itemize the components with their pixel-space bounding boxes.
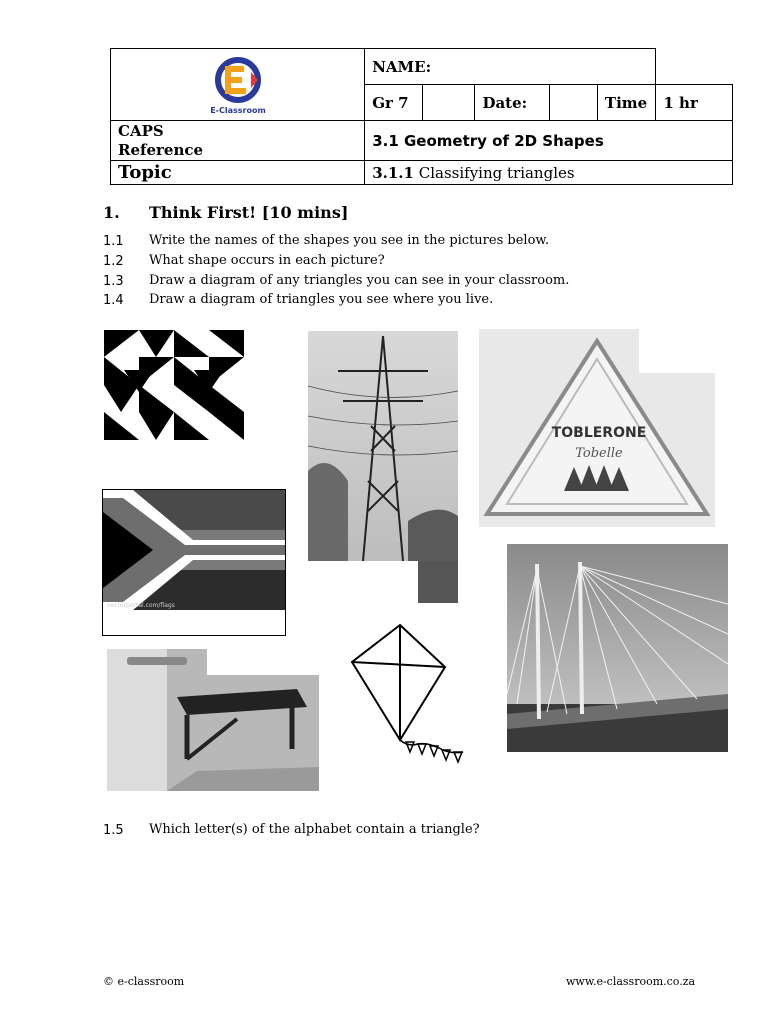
header-table bbox=[110, 48, 733, 185]
logo-text: E-Classroom bbox=[209, 105, 266, 115]
section-title: Think First! [10 mins] bbox=[149, 203, 349, 222]
time-value: 1 hr bbox=[656, 85, 733, 121]
question-number: 1.2 bbox=[103, 254, 124, 269]
grade-cell bbox=[365, 85, 423, 121]
topic-label: Topic bbox=[111, 161, 365, 185]
toblerone-image bbox=[479, 329, 715, 527]
question-text: What shape occurs in each picture? bbox=[149, 253, 385, 268]
bridge-image bbox=[507, 544, 728, 752]
triangle-pattern-image bbox=[104, 330, 244, 440]
logo-cell bbox=[111, 49, 365, 121]
section-number: 1. bbox=[103, 203, 120, 222]
time-label: Time bbox=[597, 85, 655, 121]
date-field[interactable] bbox=[549, 85, 597, 121]
toblerone-brand: TOBLERONE bbox=[551, 425, 647, 441]
eclassroom-logo-icon bbox=[208, 56, 268, 116]
name-label: NAME: bbox=[372, 57, 432, 76]
question-number: 1.1 bbox=[103, 234, 124, 249]
question-text: Draw a diagram of any triangles you can see in your classroom. bbox=[149, 273, 570, 288]
bench-image bbox=[107, 649, 319, 791]
power-pylon-image bbox=[308, 331, 458, 603]
question-number: 1.3 bbox=[103, 274, 124, 289]
caps-value: 3.1 Geometry of 2D Shapes bbox=[365, 121, 733, 161]
footer-copyright: © e-classroom bbox=[103, 975, 185, 988]
kite-image bbox=[348, 622, 472, 772]
toblerone-sub: Tobelle bbox=[575, 446, 623, 461]
footer-website-link[interactable]: www.e-classroom.co.za bbox=[566, 975, 696, 988]
topic-value: 3.1.1 Classifying triangles bbox=[365, 161, 733, 185]
question-text: Which letter(s) of the alphabet contain a triangle? bbox=[149, 822, 480, 837]
question-text: Write the names of the shapes you see in the pictures below. bbox=[149, 233, 550, 248]
question-number: 1.5 bbox=[103, 823, 124, 838]
flag-image bbox=[102, 489, 286, 636]
grade-blank bbox=[423, 85, 475, 121]
caps-label: CAPS Reference bbox=[111, 121, 365, 161]
question-number: 1.4 bbox=[103, 293, 124, 308]
date-label: Date: bbox=[475, 85, 550, 121]
grade-label: Gr 7 bbox=[372, 93, 409, 112]
question-text: Draw a diagram of triangles you see where you live. bbox=[149, 292, 494, 307]
flag-caption: vectorportal.com/flags bbox=[107, 602, 175, 609]
name-field[interactable] bbox=[365, 49, 656, 85]
